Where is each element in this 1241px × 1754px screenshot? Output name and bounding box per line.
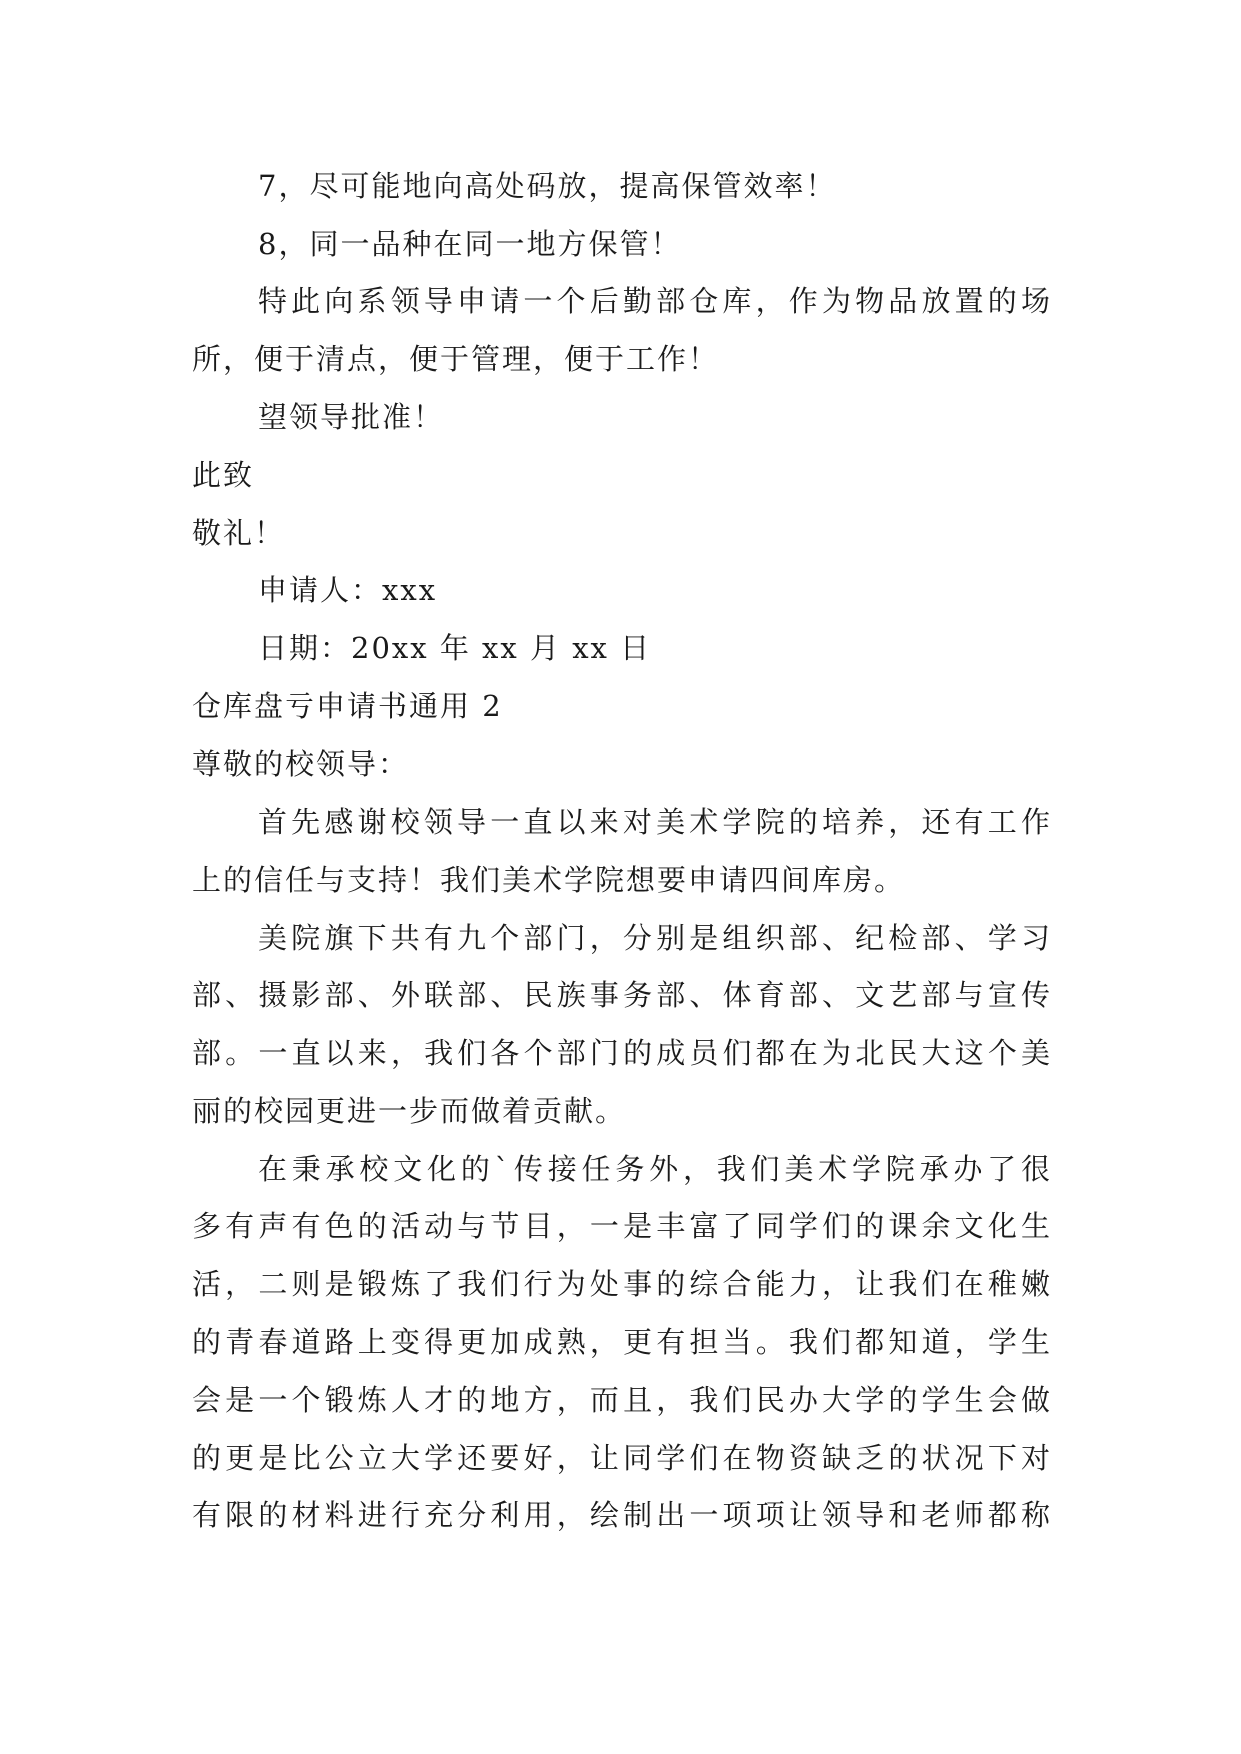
paragraph-line: 所，便于清点，便于管理，便于工作！ <box>192 342 720 376</box>
paragraph-line: 美院旗下共有九个部门，分别是组织部、纪检部、学习 <box>258 921 1052 955</box>
paragraph-line: 上的信任与支持！我们美术学院想要申请四间库房。 <box>192 863 906 897</box>
section-title: 仓库盘亏申请书通用 2 <box>192 689 503 723</box>
paragraph-line: 多有声有色的活动与节目，一是丰富了同学们的课余文化生 <box>192 1209 1052 1243</box>
paragraph-line: 首先感谢校领导一直以来对美术学院的培养，还有工作 <box>258 805 1052 839</box>
paragraph-line: 有限的材料进行充分利用，绘制出一项项让领导和老师都称 <box>192 1498 1052 1532</box>
paragraph-line: 在秉承校文化的`传接任务外，我们美术学院承办了很 <box>258 1152 1052 1186</box>
paragraph-line: 的更是比公立大学还要好，让同学们在物资缺乏的状况下对 <box>192 1441 1052 1475</box>
paragraph-line: 会是一个锻炼人才的地方，而且，我们民办大学的学生会做 <box>192 1383 1052 1417</box>
applicant-line: 申请人：xxx <box>258 573 438 607</box>
list-item-7: 7，尽可能地向高处码放，提高保管效率！ <box>258 169 837 203</box>
closing-line: 敬礼！ <box>192 516 286 550</box>
paragraph-line: 部。一直以来，我们各个部门的成员们都在为北民大这个美 <box>192 1036 1052 1070</box>
paragraph-line: 特此向系领导申请一个后勤部仓库，作为物品放置的场 <box>258 284 1052 318</box>
salutation: 尊敬的校领导： <box>192 747 410 781</box>
list-item-8: 8，同一品种在同一地方保管！ <box>258 227 682 261</box>
paragraph-line: 活，二则是锻炼了我们行为处事的综合能力，让我们在稚嫩 <box>192 1267 1052 1301</box>
paragraph-line: 丽的校园更进一步而做着贡献。 <box>192 1094 627 1128</box>
paragraph-line: 部、摄影部、外联部、民族事务部、体育部、文艺部与宣传 <box>192 978 1052 1012</box>
closing-line: 此致 <box>192 458 255 492</box>
date-line: 日期：20xx 年 xx 月 xx 日 <box>258 631 652 665</box>
paragraph-line: 的青春道路上变得更加成熟，更有担当。我们都知道，学生 <box>192 1325 1052 1359</box>
paragraph-line: 望领导批准！ <box>258 400 445 434</box>
